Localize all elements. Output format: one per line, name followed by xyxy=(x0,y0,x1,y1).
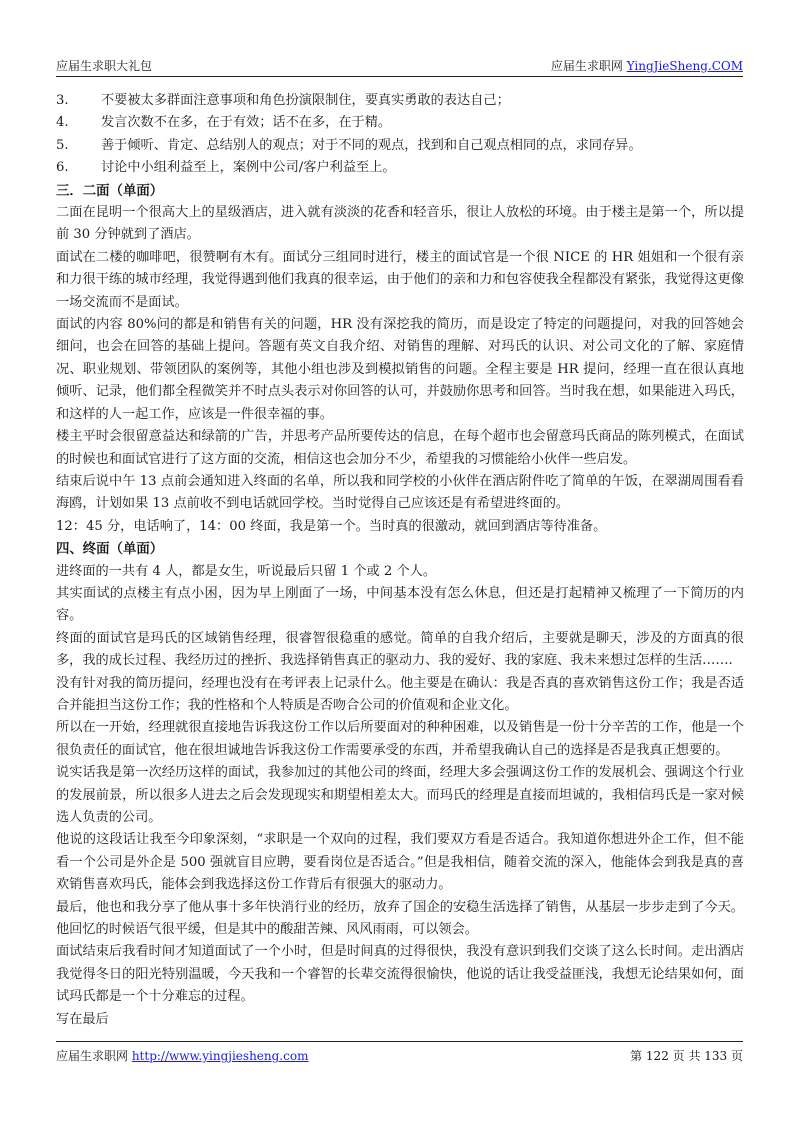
document-body xyxy=(56,90,744,1031)
list-item-text: 发言次数不在多，在于有效；话不在多，在于精。 xyxy=(101,115,392,131)
paragraph: 写在最后 xyxy=(56,1011,109,1027)
header-site xyxy=(551,56,743,76)
list-item xyxy=(56,157,744,179)
list-item xyxy=(56,90,744,112)
page-footer xyxy=(56,1041,743,1064)
header-site-link[interactable]: YingJieSheng.COM xyxy=(626,59,743,73)
paragraph: 结束后说中午 13 点前会通知进入终面的名单，所以我和同学校的小伙伴在酒店附件吃了简单的午饭，在翠湖周围看看海鸥，计划如果 13 点前收不到电话就回学校。当时觉得自己应该还是有希望进终面的。 xyxy=(56,473,744,512)
list-item xyxy=(56,112,744,134)
paragraph: 进终面的一共有 4 人，都是女生，听说最后只留 1 个或 2 个人。 xyxy=(56,563,437,579)
list-item-number: 5. xyxy=(56,137,69,153)
paragraph: 他说的这段话让我至今印象深刻，“求职是一个双向的过程，我们要双方看是否适合。我知道你想进外企工作，但不能看一个公司是外企是 500 强就盲目应聘，要看岗位是否适合。”但是我相信，随着交流的深入，他能体会到我是真的喜欢销售喜欢玛氏，能体会到我选择这份工作背后有很强大的驱动力。 xyxy=(56,832,744,893)
paragraph: 面试在二楼的咖啡吧，很赞啊有木有。面试分三组同时进行，楼主的面试官是一个很 NICE 的 HR 姐姐和一个很有亲和力很干练的城市经理，我觉得遇到他们我真的很幸运，由于他们的亲和力和包容使我全程都没有紧张，我觉得这更像一场交流而不是面试。 xyxy=(56,249,744,310)
paragraph: 12：45 分，电话响了，14：00 终面，我是第一个。当时真的很激动，就回到酒店等待准备。 xyxy=(56,518,607,534)
section-heading: 四、终面（单面） xyxy=(56,541,164,558)
paragraph: 面试的内容 80%问的都是和销售有关的问题，HR 没有深挖我的简历，而是设定了特定的问题提问，对我的回答她会细问，也会在回答的基础上提问。答题有英文自我介绍、对销售的理解、对玛氏的认识、对公司文化的了解、家庭情况、职业规划、带领团队的案例等，其他小组也涉及到模拟销售的问题。全程主要是 HR 提问，经理一直在很认真地倾听、记录，他们都全程微笑并不时点头表示对你回答的认可，并鼓励你思考和回答。当时我在想，如果能进入玛氏，和这样的人一起工作，应该是一件很幸福的事。 xyxy=(56,317,744,422)
list-item-text: 不要被太多群面注意事项和角色扮演限制住，要真实勇敢的表达自己； xyxy=(101,93,510,108)
paragraph: 最后，他也和我分享了他从事十多年快消行业的经历，放弃了国企的安稳生活选择了销售，从基层一步步走到了今天。他回忆的时候语气很平缓，但是其中的酸甜苦辣、风风雨雨，可以领会。 xyxy=(56,899,744,938)
footer-site-link[interactable]: http://www.yingjiesheng.com xyxy=(131,1049,309,1063)
paragraph: 二面在昆明一个很高大上的星级酒店，进入就有淡淡的花香和轻音乐，很让人放松的环境。由于楼主是第一个，所以提前 30 分钟就到了酒店。 xyxy=(56,205,744,243)
paragraph: 说实话我是第一次经历这样的面试，我参加过的其他公司的终面，经理大多会强调这份工作的发展机会、强调这个行业的发展前景，所以很多人进去之后会发现现实和期望相差太大。而玛氏的经理是直接而坦诚的，我相信玛氏是一家对候选人负责的公司。 xyxy=(56,765,744,825)
header-site-label: 应届生求职网 xyxy=(550,59,627,73)
paragraph: 面试结束后我看时间才知道面试了一个小时，但是时间真的过得很快，我没有意识到我们交谈了这么长时间。走出酒店我觉得冬日的阳光特别温暖，今天我和一个睿智的长辈交流得很愉快，他说的话让我受益匪浅，我想无论结果如何，面试玛氏都是一个十分难忘的过程。 xyxy=(56,944,744,1005)
page-header xyxy=(56,56,743,77)
paragraph: 楼主平时会很留意益达和绿箭的广告，并思考产品所要传达的信息，在每个超市也会留意玛氏商品的陈列模式，在面试的时候也和面试官进行了这方面的交流，相信这也会加分不少，希望我的习惯能给小伙伴一些启发。 xyxy=(56,429,744,467)
list-item-number: 6. xyxy=(56,160,69,176)
list-item-text: 讨论中小组利益至上，案例中公司/客户利益至上。 xyxy=(101,160,396,176)
list-item-number: 3. xyxy=(56,93,69,108)
list-item-number: 4. xyxy=(56,115,69,131)
paragraph: 没有针对我的简历提问，经理也没有在考评表上记录什么。他主要是在确认：我是否真的喜欢销售这份工作；我是否适合并能担当这份工作；我的性格和个人特质是否吻合公司的价值观和企业文化。 xyxy=(56,675,744,713)
list-item-text: 善于倾听、肯定、总结别人的观点；对于不同的观点，找到和自己观点相同的点，求同存异。 xyxy=(101,137,642,153)
footer-site xyxy=(56,1044,308,1068)
section-heading: 三．二面（单面） xyxy=(56,182,164,199)
paragraph: 所以在一开始，经理就很直接地告诉我这份工作以后所要面对的种种困难，以及销售是一份十分辛苦的工作，他是一个很负责任的面试官，他在很坦诚地告诉我这份工作需要承受的东西，并希望我确认自己的选择是否是我真正想要的。 xyxy=(56,720,744,758)
paragraph: 终面的面试官是玛氏的区域销售经理，很睿智很稳重的感觉。简单的自我介绍后，主要就是聊天，涉及的方面真的很多，我的成长过程、我经历过的挫折、我选择销售真正的驱动力、我的爱好、我的家庭、我未来想过怎样的生活……. xyxy=(56,630,744,669)
page-number: 第 122 页 共 133 页 xyxy=(630,1049,743,1063)
list-item xyxy=(56,135,744,157)
footer-site-label: 应届生求职网 xyxy=(56,1049,132,1063)
header-title: 应届生求职大礼包 xyxy=(56,59,153,73)
paragraph: 其实面试的点楼主有点小困，因为早上刚面了一场，中间基本没有怎么休息，但还是打起精神又梳理了一下简历的内容。 xyxy=(56,585,744,624)
